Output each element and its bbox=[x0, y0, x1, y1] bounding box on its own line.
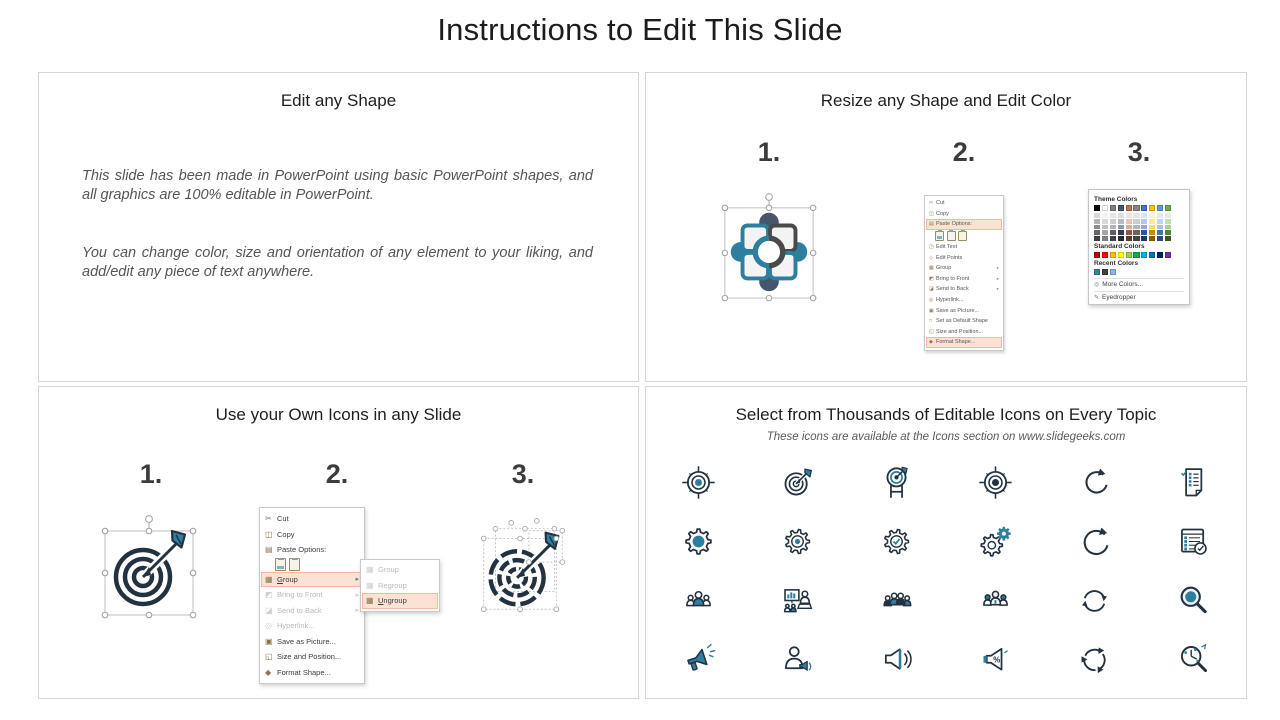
icon-arrow-circle[interactable] bbox=[1045, 512, 1144, 571]
icon-team-three[interactable] bbox=[649, 571, 748, 630]
front-icon: ◩ bbox=[929, 275, 934, 282]
group-icon: ▦ bbox=[929, 265, 934, 272]
more-colors-item-icon: ◎ bbox=[1094, 282, 1100, 289]
color-swatch[interactable] bbox=[1118, 252, 1124, 258]
menu-item-edit-text[interactable] bbox=[926, 242, 1002, 253]
step-number-2: 2. bbox=[325, 459, 349, 489]
color-swatch[interactable] bbox=[1157, 219, 1163, 224]
edit-shape-paragraph-1: This slide has been made in PowerPoint using basic PowerPoint shapes, and all graphics are 100% editable in PowerPoint. bbox=[82, 168, 593, 204]
eyedropper-item[interactable] bbox=[1094, 291, 1184, 301]
color-swatch[interactable] bbox=[1149, 225, 1155, 230]
more-colors-item[interactable] bbox=[1094, 278, 1184, 288]
menu-item-save-as-picture[interactable] bbox=[261, 634, 363, 650]
group-four-icon bbox=[878, 582, 915, 619]
front-icon: ◩ bbox=[265, 590, 273, 600]
eyedropper-item-icon: ✎ bbox=[1094, 295, 1100, 302]
color-swatch[interactable] bbox=[1094, 213, 1100, 218]
menu-item-label: Save as Picture... bbox=[936, 307, 980, 314]
color-swatch[interactable] bbox=[1149, 236, 1155, 241]
menu-item-paste-options[interactable] bbox=[926, 219, 1002, 230]
menu-item-edit-points[interactable] bbox=[926, 252, 1002, 263]
megaphone-waves-icon bbox=[878, 641, 915, 678]
menu-item-size-and-position[interactable] bbox=[261, 649, 363, 665]
menu-item-hyperlink[interactable] bbox=[926, 295, 1002, 306]
color-swatch[interactable] bbox=[1141, 205, 1147, 211]
color-swatch[interactable] bbox=[1094, 269, 1100, 275]
menu-item-label: Ungroup bbox=[378, 596, 407, 606]
group-icon: ▦ bbox=[265, 574, 273, 584]
link-icon: ◎ bbox=[929, 297, 934, 304]
menu-item-label: Save as Picture... bbox=[277, 636, 336, 646]
color-swatch[interactable] bbox=[1149, 213, 1155, 218]
submenu-arrow-icon: ▸ bbox=[355, 576, 359, 584]
format-icon: ◆ bbox=[929, 339, 933, 346]
icon-person-megaphone[interactable] bbox=[748, 630, 847, 689]
color-swatch[interactable] bbox=[1094, 225, 1100, 230]
theme-colors-row bbox=[1094, 205, 1184, 211]
icon-library-subtitle: These icons are available at the Icons section on www.slidegeeks.com bbox=[766, 431, 1126, 443]
menu-item-label: Size and Position... bbox=[277, 652, 342, 662]
context-menu-small bbox=[924, 195, 1004, 351]
menu-item-label: Group bbox=[277, 574, 298, 584]
color-swatch[interactable] bbox=[1102, 230, 1108, 235]
menu-item-size-and-position[interactable] bbox=[926, 327, 1002, 338]
quad-shape-icon bbox=[718, 187, 820, 313]
menu-item-cut[interactable] bbox=[926, 198, 1002, 209]
color-swatch[interactable] bbox=[1126, 252, 1132, 258]
color-swatch[interactable] bbox=[1141, 236, 1147, 241]
menu-item-group[interactable] bbox=[362, 562, 438, 578]
color-swatch[interactable] bbox=[1133, 252, 1139, 258]
color-swatch[interactable] bbox=[1133, 230, 1139, 235]
page-title: Instructions to Edit This Slide bbox=[437, 12, 843, 47]
panel-own-icons bbox=[38, 386, 639, 699]
color-swatch[interactable] bbox=[1157, 230, 1163, 235]
panel-edit-shape-body bbox=[82, 167, 593, 320]
color-swatch[interactable] bbox=[1141, 213, 1147, 218]
context-menu bbox=[259, 507, 365, 684]
menu-item-send-to-back[interactable] bbox=[926, 284, 1002, 295]
doc-checklist-icon bbox=[1175, 464, 1212, 501]
arrow-circle-icon bbox=[1076, 523, 1113, 560]
color-swatch[interactable] bbox=[1110, 230, 1116, 235]
submenu-arrow-icon: ▸ bbox=[355, 607, 359, 615]
savepic-icon: ▣ bbox=[265, 636, 273, 646]
menu-item-label: Set as Default Shape bbox=[936, 318, 988, 325]
step-number-2: 2. bbox=[952, 137, 976, 167]
step-number-1: 1. bbox=[139, 459, 163, 489]
color-swatch[interactable] bbox=[1126, 213, 1132, 218]
person-megaphone-icon bbox=[779, 641, 816, 678]
ungrouped-target-illustration bbox=[468, 511, 578, 626]
menu-item-ungroup[interactable] bbox=[362, 593, 438, 609]
megaphone-tilt-icon bbox=[680, 641, 717, 678]
eyedropper-item-label: Eyedropper bbox=[1102, 294, 1136, 302]
menu-item-label: Send to Back bbox=[277, 605, 322, 615]
team-accent-icon bbox=[977, 582, 1014, 619]
menu-item-cut[interactable] bbox=[261, 511, 363, 527]
menu-item-save-as-picture[interactable] bbox=[926, 305, 1002, 316]
target-crosshair-dark-icon bbox=[977, 464, 1014, 501]
target-dart-icon-ungrouped bbox=[468, 511, 578, 621]
icon-doc-checklist[interactable] bbox=[1144, 453, 1243, 512]
icon-target-crosshair-blue[interactable] bbox=[649, 453, 748, 512]
color-swatch[interactable] bbox=[1110, 219, 1116, 224]
size-icon: ◱ bbox=[929, 328, 934, 335]
paste-options-icons[interactable] bbox=[261, 558, 363, 572]
color-swatch[interactable] bbox=[1126, 219, 1132, 224]
submenu-arrow-icon: ▸ bbox=[996, 265, 999, 271]
copy-icon: ◫ bbox=[929, 210, 934, 217]
color-swatch[interactable] bbox=[1165, 225, 1171, 230]
color-swatch[interactable] bbox=[1165, 230, 1171, 235]
color-swatch[interactable] bbox=[1110, 205, 1116, 211]
color-swatch[interactable] bbox=[1118, 230, 1124, 235]
target-stand-icon bbox=[878, 464, 915, 501]
color-swatch[interactable] bbox=[1141, 252, 1147, 258]
panel-edit-shape bbox=[38, 72, 639, 382]
color-swatch[interactable] bbox=[1165, 205, 1171, 211]
step-number-3: 3. bbox=[511, 459, 535, 489]
arrow-refresh-icon bbox=[1076, 464, 1113, 501]
link-icon: ◎ bbox=[265, 621, 272, 631]
savepic-icon: ▣ bbox=[929, 307, 934, 314]
menu-item-label: Copy bbox=[277, 529, 295, 539]
gear-double-icon bbox=[977, 523, 1014, 560]
icon-megaphone-waves[interactable] bbox=[847, 630, 946, 689]
cycle-arrows-icon bbox=[1076, 641, 1113, 678]
icon-target-crosshair-dark[interactable] bbox=[946, 453, 1045, 512]
step-number-1: 1. bbox=[757, 137, 781, 167]
color-swatch[interactable] bbox=[1149, 205, 1155, 211]
color-swatch[interactable] bbox=[1157, 252, 1163, 258]
icon-megaphone-percent[interactable] bbox=[946, 630, 1045, 689]
icon-magnifier[interactable] bbox=[1144, 571, 1243, 630]
icon-megaphone-tilt[interactable] bbox=[649, 630, 748, 689]
svg-text:%: % bbox=[993, 655, 1001, 665]
color-swatch[interactable] bbox=[1133, 236, 1139, 241]
paste-option-icon[interactable] bbox=[947, 231, 956, 242]
edit-shape-paragraph-2: You can change color, size and orientation of any element to your liking, and add/edit any piece of text anywhere. bbox=[82, 244, 593, 280]
menu-item-label: Group bbox=[378, 565, 399, 575]
icon-gear-solid[interactable] bbox=[649, 512, 748, 571]
menu-item-label: Send to Back bbox=[936, 286, 969, 293]
color-swatch[interactable] bbox=[1110, 269, 1116, 275]
menu-item-group[interactable] bbox=[926, 263, 1002, 274]
menu-item-bring-to-front[interactable] bbox=[261, 587, 363, 603]
menu-item-paste-options[interactable] bbox=[261, 542, 363, 558]
menu-item-label: Cut bbox=[936, 200, 945, 207]
size-icon: ◱ bbox=[265, 652, 273, 662]
color-swatch[interactable] bbox=[1165, 213, 1171, 218]
color-swatch[interactable] bbox=[1157, 213, 1163, 218]
color-swatch[interactable] bbox=[1118, 219, 1124, 224]
color-swatch[interactable] bbox=[1102, 225, 1108, 230]
icon-team-accent[interactable] bbox=[946, 571, 1045, 630]
icon-gear-check[interactable] bbox=[847, 512, 946, 571]
menu-item-label: Format Shape... bbox=[277, 667, 331, 677]
megaphone-percent-icon bbox=[977, 641, 1014, 678]
submenu-arrow-icon: ▸ bbox=[355, 591, 359, 599]
paste-option-icon[interactable] bbox=[289, 558, 300, 571]
icon-arrow-refresh[interactable] bbox=[1045, 453, 1144, 512]
color-swatch[interactable] bbox=[1149, 230, 1155, 235]
color-swatch[interactable] bbox=[1118, 225, 1124, 230]
back-icon: ◪ bbox=[265, 605, 273, 615]
color-swatch[interactable] bbox=[1133, 205, 1139, 211]
icon-target-stand[interactable] bbox=[847, 453, 946, 512]
menu-item-format-shape[interactable] bbox=[926, 337, 1002, 348]
magnifier-analytics-icon bbox=[1175, 641, 1212, 678]
menu-item-label: Hyperlink... bbox=[277, 621, 315, 631]
color-swatch[interactable] bbox=[1094, 219, 1100, 224]
menu-item-hyperlink[interactable] bbox=[261, 618, 363, 634]
scissors-icon: ✂ bbox=[265, 514, 272, 524]
group-icon: ▦ bbox=[366, 596, 374, 606]
panel-edit-shape-title: Edit any Shape bbox=[280, 91, 397, 110]
color-swatch[interactable] bbox=[1126, 230, 1132, 235]
color-swatch[interactable] bbox=[1110, 213, 1116, 218]
paste-option-icon[interactable] bbox=[275, 558, 286, 571]
color-swatch[interactable] bbox=[1094, 236, 1100, 241]
target-crosshair-blue-icon bbox=[680, 464, 717, 501]
menu-item-group[interactable] bbox=[261, 572, 363, 588]
recent-colors-row bbox=[1094, 269, 1184, 275]
paste-option-icon[interactable] bbox=[935, 231, 944, 242]
color-swatch[interactable] bbox=[1126, 225, 1132, 230]
theme-colors-label: Theme Colors bbox=[1094, 196, 1138, 203]
color-swatch[interactable] bbox=[1141, 230, 1147, 235]
menu-item-copy[interactable] bbox=[261, 527, 363, 543]
sync-arrows-icon bbox=[1076, 582, 1113, 619]
menu-item-label: Hyperlink... bbox=[936, 297, 964, 304]
menu-item-label: Paste Options: bbox=[936, 221, 973, 228]
context-menu-group bbox=[259, 507, 407, 684]
icon-magnifier-analytics[interactable] bbox=[1144, 630, 1243, 689]
color-swatch[interactable] bbox=[1102, 269, 1108, 275]
panel-resize-color bbox=[645, 72, 1247, 382]
color-swatch[interactable] bbox=[1133, 225, 1139, 230]
color-swatch[interactable] bbox=[1149, 252, 1155, 258]
color-swatch[interactable] bbox=[1102, 213, 1108, 218]
color-swatch[interactable] bbox=[1157, 236, 1163, 241]
scissors-icon: ✂ bbox=[929, 200, 934, 207]
format-icon: ◆ bbox=[265, 667, 272, 677]
menu-item-label: Paste Options: bbox=[277, 545, 327, 555]
rotation-handle[interactable] bbox=[146, 516, 153, 523]
selected-target-illustration bbox=[93, 509, 205, 626]
color-swatch[interactable] bbox=[1118, 236, 1124, 241]
color-swatch[interactable] bbox=[1118, 213, 1124, 218]
paste-options-icons[interactable] bbox=[926, 230, 1002, 242]
group-icon: ▦ bbox=[366, 565, 374, 575]
color-swatch[interactable] bbox=[1165, 219, 1171, 224]
icon-cycle-arrows[interactable] bbox=[1045, 630, 1144, 689]
color-swatch[interactable] bbox=[1133, 219, 1139, 224]
standard-colors-row bbox=[1094, 252, 1184, 258]
menu-item-format-shape[interactable] bbox=[261, 665, 363, 681]
color-swatch[interactable] bbox=[1157, 225, 1163, 230]
color-swatch[interactable] bbox=[1165, 236, 1171, 241]
menu-item-label: Edit Points bbox=[936, 254, 963, 261]
submenu-arrow-icon: ▸ bbox=[996, 275, 999, 281]
color-swatch[interactable] bbox=[1110, 225, 1116, 230]
color-swatch[interactable] bbox=[1165, 252, 1171, 258]
more-colors-item-label: More Colors... bbox=[1102, 281, 1144, 289]
menu-item-copy[interactable] bbox=[926, 209, 1002, 220]
quad-shape bbox=[731, 213, 808, 291]
team-three-icon bbox=[680, 582, 717, 619]
gear-check-icon bbox=[878, 523, 915, 560]
target-dart-icon bbox=[779, 464, 816, 501]
menu-item-send-to-back[interactable] bbox=[261, 603, 363, 619]
color-swatch[interactable] bbox=[1110, 252, 1116, 258]
theme-color-variants bbox=[1094, 213, 1184, 241]
icon-board-check[interactable] bbox=[1144, 512, 1243, 571]
copy-icon: ◫ bbox=[265, 529, 273, 539]
paste-icon: ▤ bbox=[265, 545, 273, 555]
color-swatch[interactable] bbox=[1102, 219, 1108, 224]
submenu-arrow-icon: ▸ bbox=[996, 286, 999, 292]
editpoints-icon: ◇ bbox=[929, 254, 933, 261]
icon-target-dart[interactable] bbox=[748, 453, 847, 512]
rotation-handle[interactable] bbox=[766, 194, 773, 201]
menu-item-regroup[interactable] bbox=[362, 578, 438, 594]
gear-dot-icon bbox=[779, 523, 816, 560]
board-check-icon bbox=[1175, 523, 1212, 560]
icon-gear-dot[interactable] bbox=[748, 512, 847, 571]
menu-item-label: Edit Text bbox=[936, 244, 957, 251]
color-swatch[interactable] bbox=[1102, 252, 1108, 258]
magnifier-icon bbox=[1175, 582, 1212, 619]
step-number-3: 3. bbox=[1127, 137, 1151, 167]
color-swatch[interactable] bbox=[1094, 252, 1100, 258]
menu-item-label: Bring to Front bbox=[277, 590, 323, 600]
color-swatch[interactable] bbox=[1094, 230, 1100, 235]
paste-option-icon[interactable] bbox=[958, 231, 967, 242]
menu-item-label: Size and Position... bbox=[936, 328, 984, 335]
default-icon: □ bbox=[929, 318, 933, 325]
icon-sync-arrows[interactable] bbox=[1045, 571, 1144, 630]
group-submenu bbox=[360, 559, 440, 612]
panel-icon-library-title: Select from Thousands of Editable Icons on Every Topic bbox=[735, 405, 1157, 424]
icon-group-four[interactable] bbox=[847, 571, 946, 630]
color-palette bbox=[1088, 189, 1190, 305]
menu-item-label: Cut bbox=[277, 514, 289, 524]
menu-item-set-as-default-shape[interactable] bbox=[926, 316, 1002, 327]
recent-colors-label: Recent Colors bbox=[1094, 260, 1139, 268]
menu-item-label: Regroup bbox=[378, 580, 407, 590]
color-swatch[interactable] bbox=[1141, 219, 1147, 224]
standard-colors-label: Standard Colors bbox=[1094, 243, 1145, 251]
selected-shape-illustration bbox=[718, 187, 820, 318]
presentation-board-icon bbox=[779, 582, 816, 619]
menu-item-label: Bring to Front bbox=[936, 275, 970, 282]
color-swatch[interactable] bbox=[1102, 236, 1108, 241]
color-swatch[interactable] bbox=[1149, 219, 1155, 224]
color-swatch[interactable] bbox=[1094, 205, 1100, 211]
icon-presentation-board[interactable] bbox=[748, 571, 847, 630]
gear-solid-icon bbox=[680, 523, 717, 560]
edittext-icon: ◳ bbox=[929, 244, 934, 251]
color-swatch[interactable] bbox=[1110, 236, 1116, 241]
color-swatch[interactable] bbox=[1157, 205, 1163, 211]
menu-item-label: Copy bbox=[936, 210, 949, 217]
panel-own-icons-title: Use your Own Icons in any Slide bbox=[215, 405, 462, 424]
icon-gear-double[interactable] bbox=[946, 512, 1045, 571]
color-swatch[interactable] bbox=[1118, 205, 1124, 211]
color-swatch[interactable] bbox=[1141, 225, 1147, 230]
back-icon: ◪ bbox=[929, 286, 934, 293]
panel-icon-library bbox=[645, 386, 1247, 699]
paste-icon: ▤ bbox=[929, 221, 934, 228]
icon-grid bbox=[649, 453, 1243, 689]
group-icon: ▦ bbox=[366, 580, 374, 590]
target-dart-shape bbox=[116, 531, 185, 604]
color-swatch[interactable] bbox=[1126, 205, 1132, 211]
menu-item-label: Group bbox=[936, 265, 952, 272]
color-swatch[interactable] bbox=[1102, 205, 1108, 211]
color-swatch[interactable] bbox=[1133, 213, 1139, 218]
menu-item-bring-to-front[interactable] bbox=[926, 274, 1002, 285]
menu-item-label: Format Shape... bbox=[936, 339, 976, 346]
color-swatch[interactable] bbox=[1126, 236, 1132, 241]
target-dart-shape bbox=[491, 533, 559, 605]
target-dart-icon-selected bbox=[93, 509, 205, 621]
panel-resize-color-title: Resize any Shape and Edit Color bbox=[820, 91, 1072, 110]
